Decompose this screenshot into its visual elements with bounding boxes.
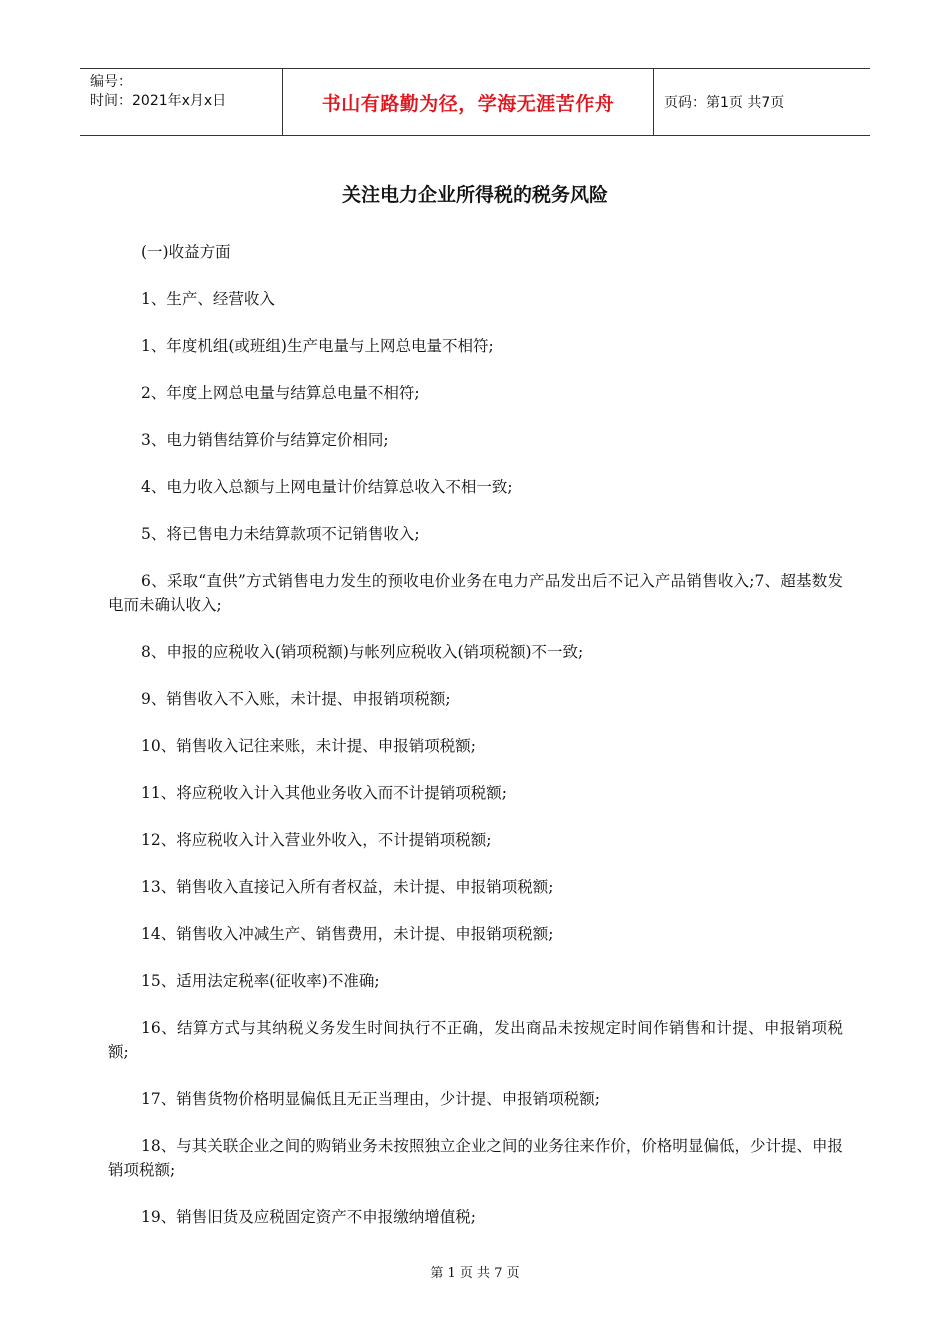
page-info-text: 页码：第1页 共7页 [664,95,785,111]
header-page-info [654,69,870,135]
paragraph: 1、生产、经营收入 [141,290,275,308]
header-motto-cell [282,69,654,135]
paragraph: 9、销售收入不入账，未计提、申报销项税额; [141,690,451,708]
paragraph: 13、销售收入直接记入所有者权益，未计提、申报销项税额; [141,878,554,896]
paragraph: 3、电力销售结算价与结算定价相同; [141,431,389,449]
paragraph: 18、与其关联企业之间的购销业务未按照独立企业之间的业务往来作价，价格明显偏低，少计提、申报销项税额; [108,1137,843,1179]
paragraph: (一)收益方面 [141,243,231,261]
serial-label: 编号： [90,74,132,90]
document-body [108,240,843,1252]
footer-page-text: 第 1 页 共 7 页 [430,1266,520,1281]
header-meta [80,69,282,135]
paragraph: 11、将应税收入计入其他业务收入而不计提销项税额; [141,784,507,802]
paragraph: 8、申报的应税收入(销项税额)与帐列应税收入(销项税额)不一致; [141,643,584,661]
paragraph: 16、结算方式与其纳税义务发生时间执行不正确，发出商品未按规定时间作销售和计提、申报销项税额; [108,1019,843,1061]
paragraph: 12、将应税收入计入营业外收入，不计提销项税额; [141,831,492,849]
header-table [80,68,870,136]
paragraph: 6、采取“直供”方式销售电力发生的预收电价业务在电力产品发出后不记入产品销售收入;7、超基数发电而未确认收入; [108,572,843,614]
time-label: 时间：2021年x月x日 [90,93,227,109]
paragraph: 14、销售收入冲减生产、销售费用，未计提、申报销项税额; [141,925,554,943]
paragraph: 5、将已售电力未结算款项不记销售收入; [141,525,420,543]
paragraph: 10、销售收入记往来账，未计提、申报销项税额; [141,737,476,755]
paragraph: 15、适用法定税率(征收率)不准确; [141,972,380,990]
paragraph: 19、销售旧货及应税固定资产不申报缴纳增值税; [141,1208,476,1226]
page-footer [0,1262,950,1281]
paragraph: 1、年度机组(或班组)生产电量与上网总电量不相符; [141,337,494,355]
paragraph: 17、销售货物价格明显偏低且无正当理由，少计提、申报销项税额; [141,1090,600,1108]
motto-text: 书山有路勤为径，学海无涯苦作舟 [321,92,615,115]
paragraph: 2、年度上网总电量与结算总电量不相符; [141,384,420,402]
paragraph: 4、电力收入总额与上网电量计价结算总收入不相一致; [141,478,513,496]
document-title: 关注电力企业所得税的税务风险 [341,184,608,206]
